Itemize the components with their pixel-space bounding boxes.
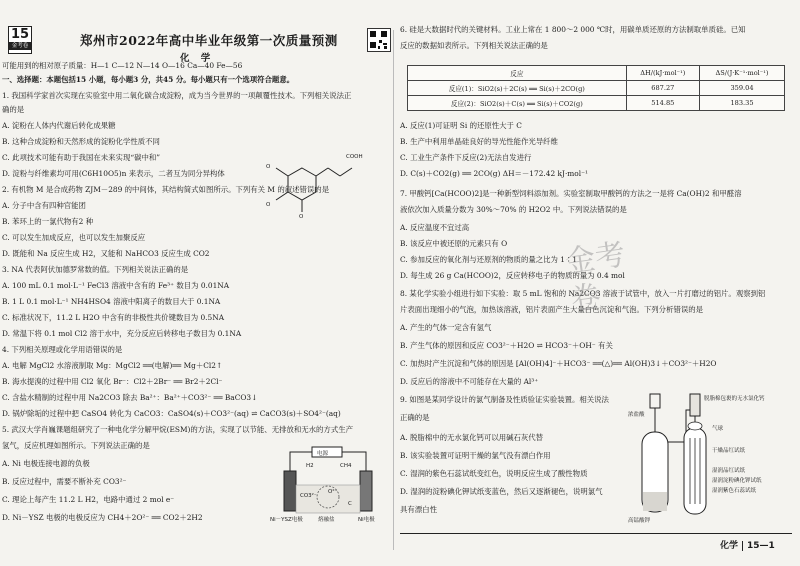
section-heading: 一、选择题：本题包括15 小题，每小题3 分，共45 分。每小题只有一个选项符合题意。 [2,75,295,84]
label-cooh: COOH [346,154,363,160]
question-8-stem-cont: 片表面出现细小的气泡，加热该溶液，铝片表面产生大量白色沉淀和气泡。下列分析错误的是 [400,305,704,314]
q8-option-b: B. 产生气体的原因和反应 CO3²⁻＋H2O ⇌ HCO3⁻＋OH⁻ 有关 [400,341,613,350]
q3-option-b: B. 1 L 0.1 mol·L⁻¹ NH4HSO4 溶液中阳离子的数目大于 0.1NA [2,297,221,306]
table-cell: 687.27 [626,81,699,96]
question-1-stem-cont: 确的是 [2,105,25,114]
column-divider [393,30,394,550]
q1-option-d: D. 淀粉与纤维素均可用(C6H10O5)n 来表示，二者互为同分异构体 [2,169,225,178]
label-power: 电源 [317,451,329,457]
q1-option-a: A. 淀粉在人体内代谢后转化成果糖 [2,121,116,130]
q4-option-b: B. 海水提溴的过程中用 Cl2 氧化 Br⁻：Cl2＋2Br⁻ ══ Br2＋2Cl⁻ [2,377,223,386]
label-o-3: O [299,214,304,220]
q7-option-b: B. 该反应中被还原的元素只有 O [400,239,508,248]
question-1-stem: 1. 我国科学家首次实现在实验室中用二氧化碳合成淀粉，成为当今世界的一项颠覆性技术。下列相关说法正 [2,91,352,100]
question-3-stem: 3. NA 代表阿伏加德罗常数的值。下列相关说法正确的是 [2,265,189,274]
label-kmno4: 高锰酸钾 [628,518,651,524]
table-cell: 反应(1)：SiO2(s)＋2C(s) ══ Si(s)＋2CO(g) [408,81,627,96]
q6-option-c: C. 工业生产条件下反应(2)无法自发进行 [400,153,532,162]
label-molten-salt: 熔融盐 [318,517,335,523]
label-conc-hcl: 浓盐酸 [628,412,645,418]
electrolysis-diagram [270,445,390,527]
page-number: 15—1 [747,541,775,551]
q3-option-c: C. 标准状况下，11.2 L H2O 中含有的非极性共价键数目为 0.5NA [2,313,225,322]
q4-option-a: A. 电解 MgCl2 水溶液制取 Mg：MgCl2 ══(电解)══ Mg＋Cl2↑ [2,361,223,370]
q8-option-c: C. 加热时产生沉淀和气体的原因是 [Al(OH)4]⁻＋HCO3⁻ ══(△)══ Al(OH)3↓＋CO3²⁻＋H2O [400,359,717,368]
q9-option-b: B. 该实验装置可证明干燥的氯气没有漂白作用 [400,451,551,460]
label-o-1: O [266,164,271,170]
qr-code-icon [367,28,391,52]
question-8-stem: 8. 某化学实验小组进行如下实验：取 5 mL 饱和的 Na2CO3 溶液于试管中，放入一片打磨过的铝片。观察到铝 [400,289,766,298]
watermark: 金考卷 [563,237,628,318]
q6-option-a: A. 反应(1)可证明 Si 的还原性大于 C [400,121,522,130]
q8-option-a: A. 产生的气体一定含有氢气 [400,323,492,332]
label-o-2: O [266,202,271,208]
label-balloon: 气球 [712,426,724,432]
table-header: 反应 [408,66,627,81]
label-dry-litmus: 干燥品红试纸 [712,448,746,454]
q1-option-c: C. 此项技术可能有助于我国在未来实现“碳中和” [2,153,161,162]
atomic-masses: 可能用到的相对原子质量：H—1 C—12 N—14 O—16 Ca—40 Fe—56 [2,61,243,70]
molecule-m-structure [262,146,372,220]
q2-option-b: B. 苯环上的一氯代物有2 种 [2,217,94,226]
table-cell: 183.35 [700,96,785,111]
page-footer [720,538,775,551]
table-row [408,96,785,111]
q5-option-a: A. Ni 电极连接电源的负极 [2,459,90,468]
q5-option-d: D. Ni－YSZ 电极的电极反应为 CH4＋2O²⁻ ══ CO2＋2H2 [2,513,203,522]
badge-number: 15 [10,27,30,42]
q2-option-a: A. 分子中含有四种官能团 [2,201,86,210]
label-ni-ysz: Ni－YSZ电极 [270,517,303,523]
table-header: ΔH/(kJ·mol⁻¹) [626,66,699,81]
q4-option-d: D. 锅炉除垢的过程中把 CaSO4 转化为 CaCO3：CaSO4(s)＋CO3²⁻(aq) ⇌ CaCO3(s)＋SO4²⁻(aq) [2,409,341,418]
label-ch4: CH4 [340,463,352,469]
thermo-data-table [407,65,785,111]
q3-option-a: A. 100 mL 0.1 mol·L⁻¹ FeCl3 溶液中含有的 Fe³⁺ 数目为 0.01NA [2,281,230,290]
label-o2: O²⁻ [328,489,338,495]
q9-option-d: D. 湿润的淀粉碘化钾试纸变蓝色，然后又逐渐褪色，说明氯气 [400,487,603,496]
label-c: C [348,501,352,507]
label-cotton: 脱脂棉包裹的无水氯化钙 [704,396,765,402]
q6-option-b: B. 生产中利用单晶硅良好的导光性能作光导纤维 [400,137,558,146]
table-cell: 反应(2)：SiO2(s)＋C(s) ══ Si(s)＋CO2(g) [408,96,627,111]
q8-option-d: D. 反应后的溶液中不可能存在大量的 Al³⁺ [400,377,539,386]
label-wet-litmus: 湿润紫色石蕊试纸 [712,488,757,494]
q5-option-c: C. 理论上每产生 11.2 L H2，电路中通过 2 mol e⁻ [2,495,175,504]
q9-option-a: A. 脱脂棉中的无水氯化钙可以用碱石灰代替 [400,433,544,442]
chlorine-apparatus-diagram [628,392,794,526]
q1-option-b: B. 这种合成淀粉和天然形成的淀粉化学性质不同 [2,137,160,146]
question-9-stem: 9. 如图是某同学设计的氯气制备及性质验证实验装置。相关说法 [400,395,609,404]
label-h2: H2 [306,463,314,469]
question-7-stem-cont: 液依次加入质量分数为 30%～70% 的 H2O2 中。下列说法错误的是 [400,205,627,214]
q2-option-d: D. 既能和 Na 反应生成 H2，又能和 NaHCO3 反应生成 CO2 [2,249,210,258]
q7-option-d: D. 每生成 26 g Ca(HCOO)2，反应转移电子的物质的量为 0.4 mol [400,271,625,280]
q7-option-c: C. 参加反应的氧化剂与还原剂的物质的量之比为 1∶1 [400,255,578,264]
table-header-row [408,66,785,81]
table-cell: 359.04 [700,81,785,96]
label-co3: CO3²⁻ [300,493,317,499]
subject-title: 化 学 [180,53,215,64]
question-4-stem: 4. 下列相关原理或化学用语错误的是 [2,345,123,354]
q9-option-d-cont: 具有漂白性 [400,505,437,514]
table-row [408,81,785,96]
question-5-stem-cont: 氢气，反应机理如图所示。下列说法正确的是 [2,441,150,450]
question-6-stem-cont: 反应的数据如表所示。下列相关说法正确的是 [400,41,548,50]
q2-option-c: C. 可以发生加成反应，也可以发生加聚反应 [2,233,146,242]
question-9-stem-cont: 正确的是 [400,413,430,422]
q5-option-b: B. 反应过程中，需要不断补充 CO3²⁻ [2,477,127,486]
table-cell: 514.85 [626,96,699,111]
label-wet-red: 湿润品红试纸 [712,468,746,474]
footer-subject: 化学 [720,541,739,551]
q6-option-d: D. C(s)＋CO2(g) ══ 2CO(g) ΔH＝－172.42 kJ·mol⁻¹ [400,169,588,178]
question-5-stem: 5. 武汉大学肖巍课题组研究了一种电化学分解甲烷(ESM)的方法，实现了以节能、无排放和无水的方式生产 [2,425,353,434]
question-7-stem: 7. 甲酸钙[Ca(HCOO)2]是一种新型饲料添加剂。实验室制取甲酸钙的方法之一是将 Ca(OH)2 和甲醛溶 [400,189,742,198]
table-header: ΔS/(J·K⁻¹·mol⁻¹) [700,66,785,81]
question-6-stem: 6. 硅是大数据时代的关键材料。工业上常在 1 800～2 000 ℃时，用碳单质还原的方法制取单质硅。已知 [400,25,746,34]
q7-option-a: A. 反应温度不宜过高 [400,223,470,232]
question-2-stem: 2. 有机物 M 是合成药物 ZJM－289 的中间体，其结构简式如图所示。下列有关 M 的叙述错误的是 [2,185,330,194]
paper-badge [8,26,32,54]
label-wet-ki: 湿润淀粉碘化钾试纸 [712,478,762,484]
q9-option-c: C. 湿润的紫色石蕊试纸变红色，说明反应生成了酸性物质 [400,469,588,478]
badge-tag: 金考卷 [9,42,31,50]
q4-option-c: C. 含盐水精制的过程中用 Na2CO3 除去 Ba²⁺：Ba²⁺＋CO3²⁻ ══ BaCO3↓ [2,393,258,402]
label-ni: Ni电极 [358,517,375,523]
q3-option-d: D. 常温下将 0.1 mol Cl2 溶于水中，充分反应后转移电子数目为 0.1NA [2,329,242,338]
page-title: 郑州市2022年高中毕业年级第一次质量预测 [80,33,338,48]
footer-rule [400,533,792,534]
